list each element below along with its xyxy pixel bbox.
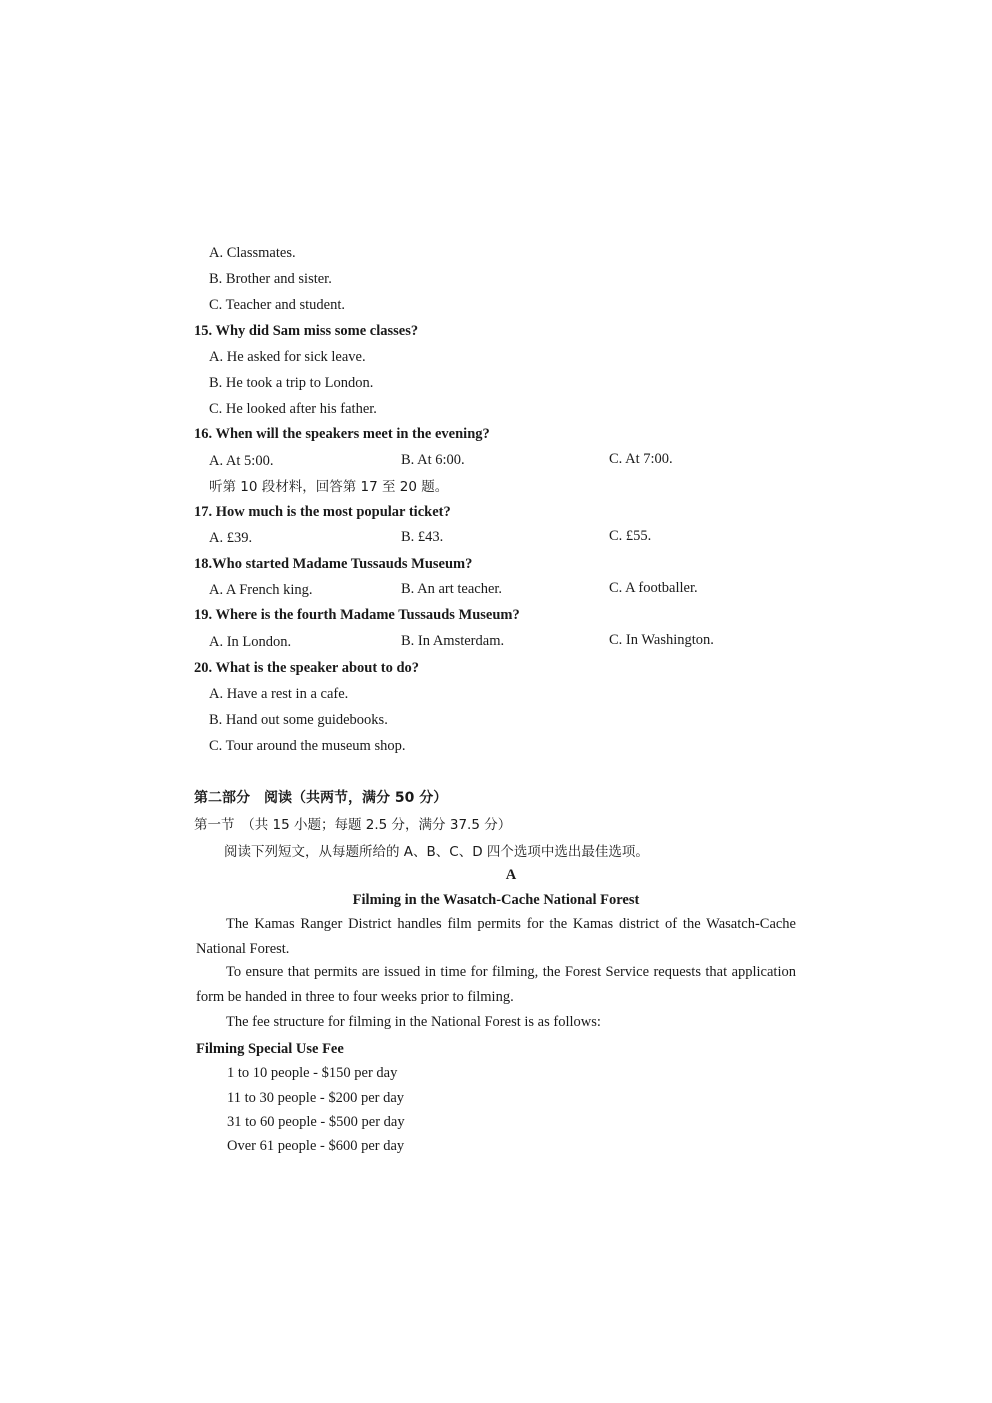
fee-row: Over 61 people - $600 per day bbox=[227, 1138, 405, 1154]
q20-option-a: A. Have a rest in a cafe. bbox=[209, 686, 349, 702]
passage-letter: A bbox=[505, 867, 517, 883]
q20-option-c: C. Tour around the museum shop. bbox=[209, 738, 406, 754]
q15-option-b: B. He took a trip to London. bbox=[209, 375, 374, 391]
q17-option-a: A. £39. bbox=[209, 530, 253, 546]
q20-question: 20. What is the speaker about to do? bbox=[194, 660, 420, 676]
section1-heading: 第一节 （共 15 小题；每题 2.5 分，满分 37.5 分） bbox=[194, 817, 512, 833]
q16-option-a: A. At 5:00. bbox=[209, 453, 274, 469]
q19-option-c: C. In Washington. bbox=[609, 632, 714, 648]
q14-option-a: A. Classmates. bbox=[209, 245, 296, 261]
q16-question: 16. When will the speakers meet in the evening? bbox=[194, 426, 490, 442]
q19-option-b: B. In Amsterdam. bbox=[401, 633, 505, 649]
q18-option-a: A. A French king. bbox=[209, 582, 313, 598]
fee-heading: Filming Special Use Fee bbox=[196, 1041, 344, 1057]
passage-paragraph-2: To ensure that permits are issued in time for filming, the Forest Service requests that application form be handed in three to four weeks prior to filming. bbox=[196, 964, 796, 1005]
passage-paragraph-1: The Kamas Ranger District handles film permits for the Kamas district of the Wasatch-Cache National Forest. bbox=[196, 916, 796, 957]
q20-option-b: B. Hand out some guidebooks. bbox=[209, 712, 388, 728]
q18-option-c: C. A footballer. bbox=[609, 580, 698, 596]
q17-option-b: B. £43. bbox=[401, 529, 444, 545]
passage-title: Filming in the Wasatch-Cache National Forest bbox=[352, 892, 640, 908]
q17-option-c: C. £55. bbox=[609, 528, 652, 544]
q16-option-b: B. At 6:00. bbox=[401, 452, 465, 468]
q14-option-b: B. Brother and sister. bbox=[209, 271, 332, 287]
q18-option-b: B. An art teacher. bbox=[401, 581, 503, 597]
q15-option-c: C. He looked after his father. bbox=[209, 401, 377, 417]
q17-question: 17. How much is the most popular ticket? bbox=[194, 504, 451, 520]
fee-row: 31 to 60 people - $500 per day bbox=[227, 1114, 405, 1130]
q18-question: 18.Who started Madame Tussauds Museum? bbox=[194, 556, 473, 572]
passage-paragraph-3: The fee structure for filming in the National Forest is as follows: bbox=[226, 1014, 601, 1030]
q15-question: 15. Why did Sam miss some classes? bbox=[194, 323, 419, 339]
fee-row: 11 to 30 people - $200 per day bbox=[227, 1090, 405, 1106]
part2-heading: 第二部分 阅读（共两节，满分 50 分） bbox=[194, 790, 448, 806]
q16-option-c: C. At 7:00. bbox=[609, 451, 673, 467]
fee-row: 1 to 10 people - $150 per day bbox=[227, 1065, 398, 1081]
section10-instruction: 听第 10 段材料，回答第 17 至 20 题。 bbox=[209, 479, 449, 495]
q19-option-a: A. In London. bbox=[209, 634, 292, 650]
q19-question: 19. Where is the fourth Madame Tussauds Museum? bbox=[194, 607, 520, 623]
reading-instruction: 阅读下列短文，从每题所给的 A、B、C、D 四个选项中选出最佳选项。 bbox=[224, 844, 649, 860]
q15-option-a: A. He asked for sick leave. bbox=[209, 349, 366, 365]
q14-option-c: C. Teacher and student. bbox=[209, 297, 346, 313]
